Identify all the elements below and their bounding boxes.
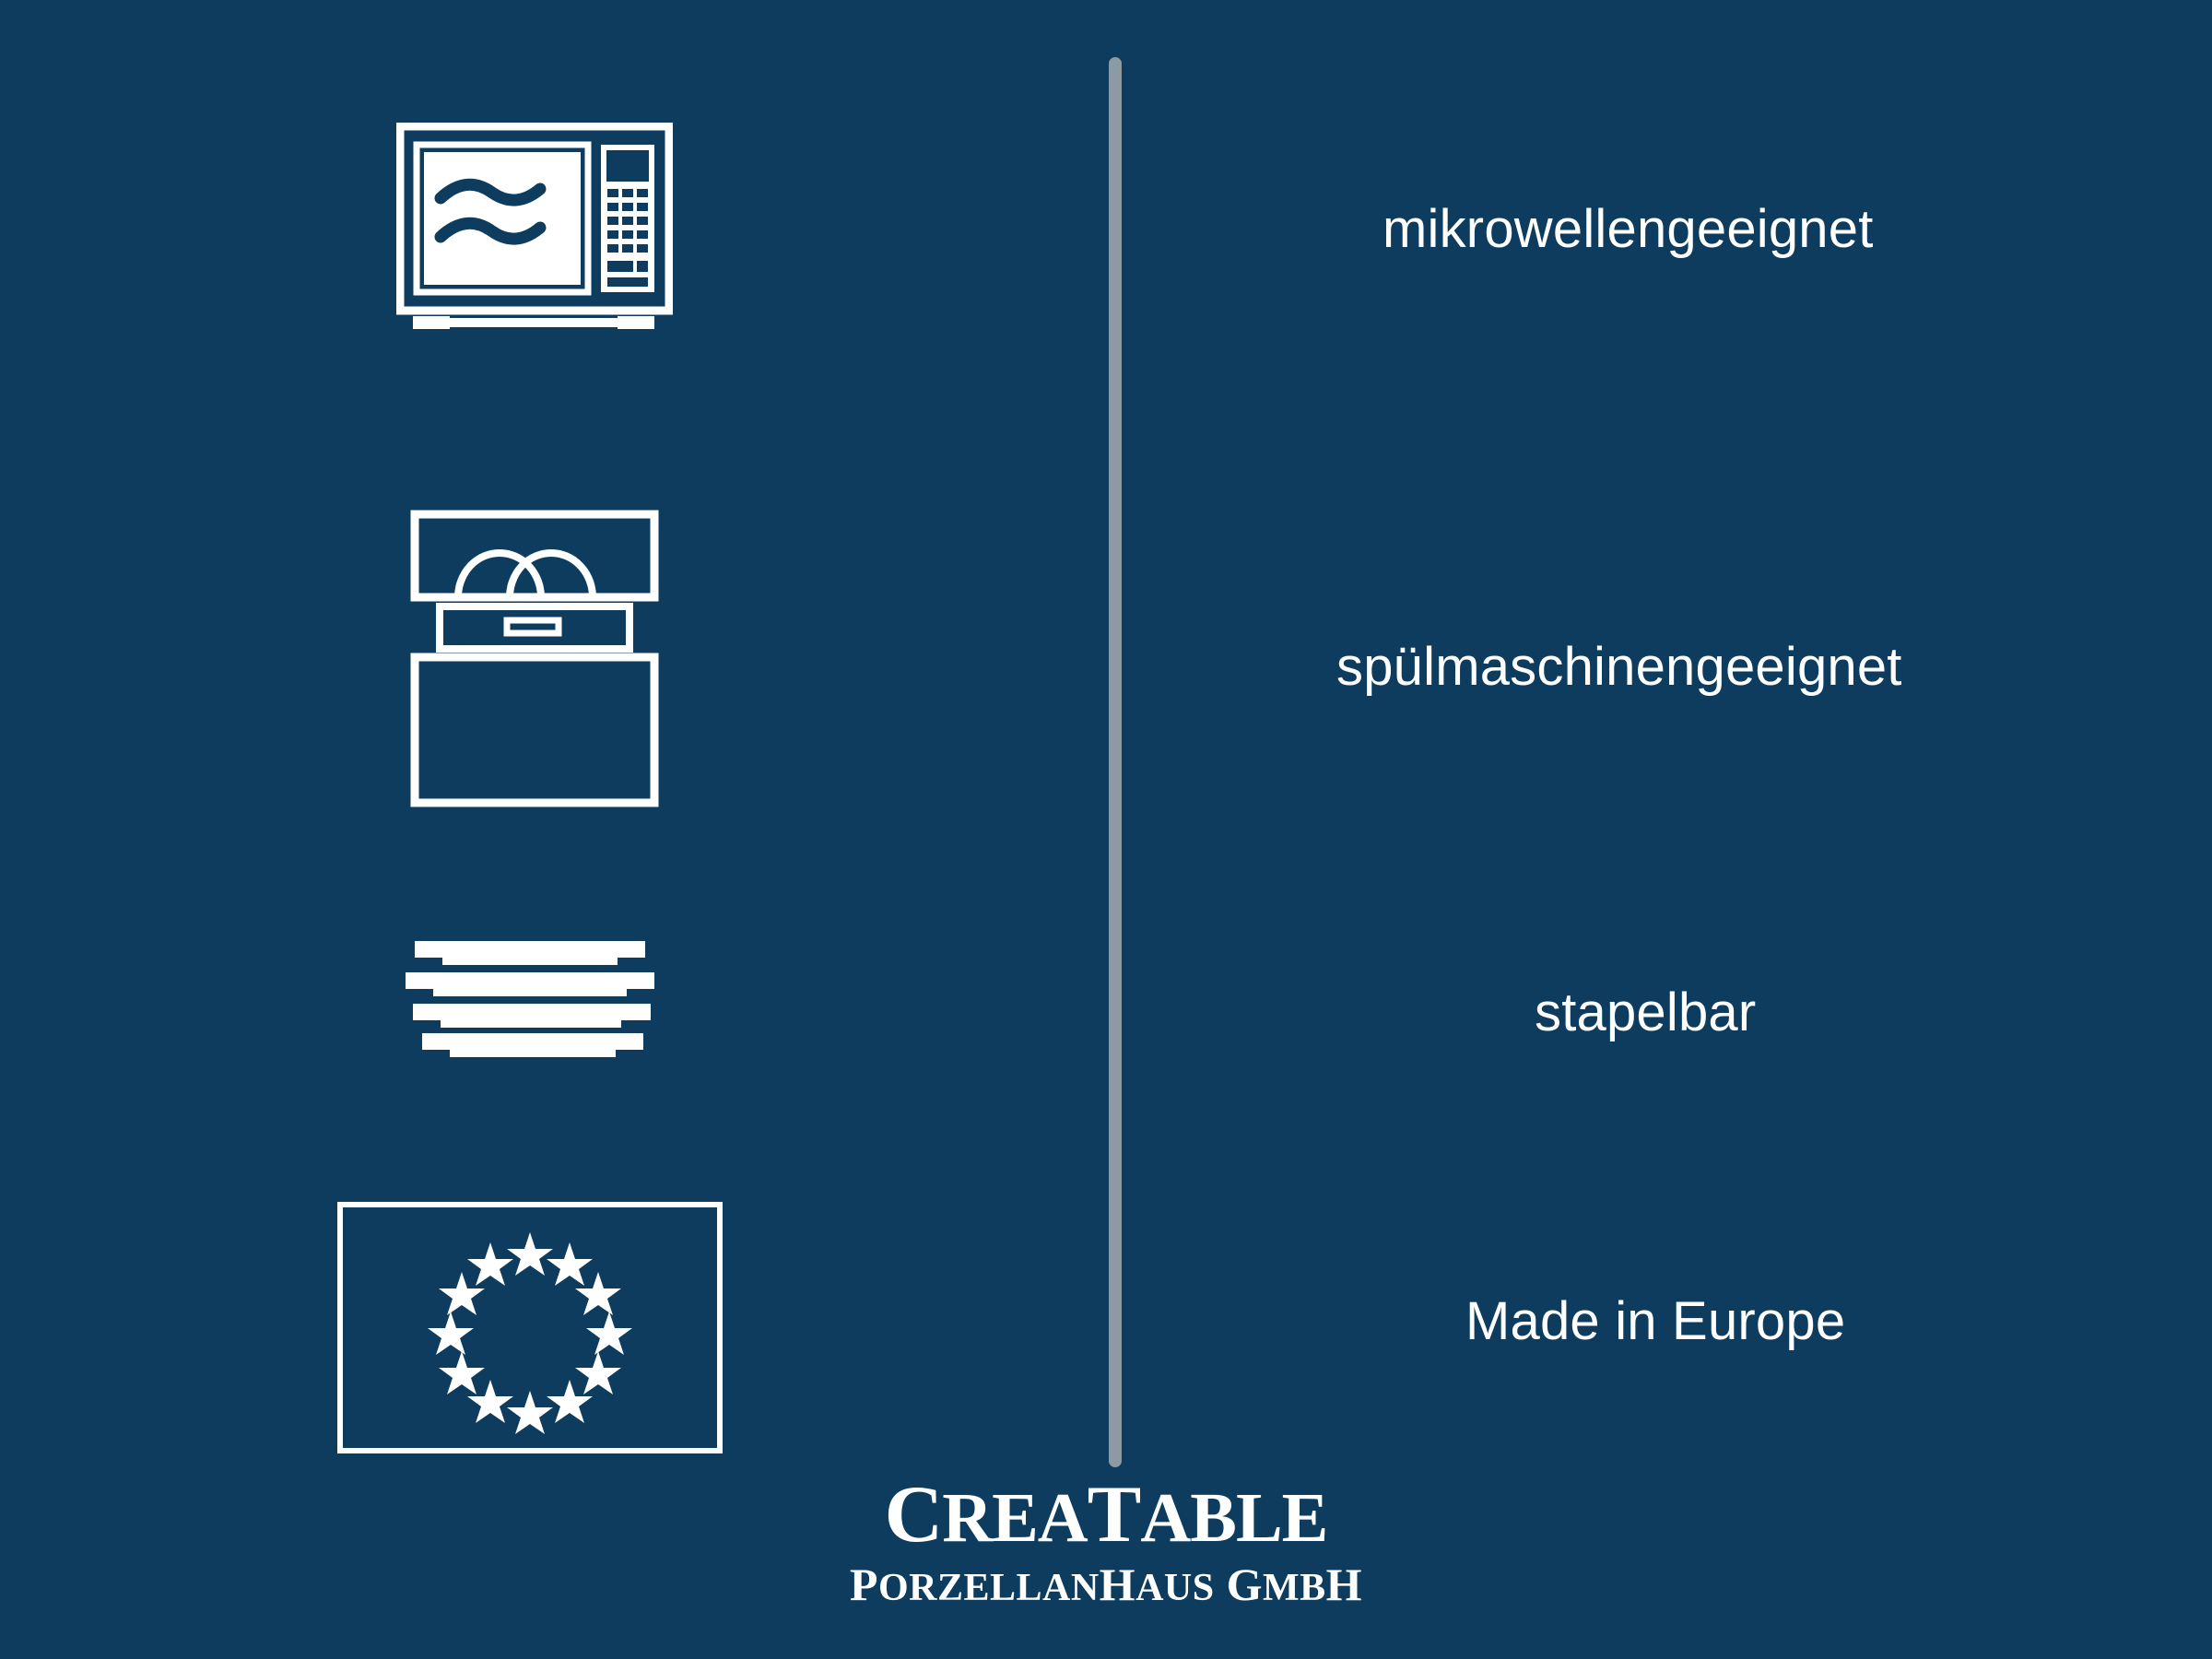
brand-logo-aus: AUS: [1135, 1567, 1215, 1609]
brand-logo: [0, 1470, 2212, 1610]
brand-logo-orzellan: ORZELLAN: [877, 1567, 1100, 1609]
brand-logo-h2: H: [1325, 1559, 1363, 1610]
vertical-divider: [1109, 57, 1122, 1467]
brand-logo-able: ABLE: [1140, 1479, 1328, 1557]
brand-logo-h: H: [1099, 1559, 1136, 1610]
feature-label-stackable: stapelbar: [1535, 982, 1757, 1042]
brand-logo-mb: MB: [1263, 1567, 1326, 1609]
microwave-icon: [387, 120, 682, 341]
feature-label-dishwasher: spülmaschinengeeignet: [1336, 637, 1902, 697]
brand-logo-line1: [0, 1470, 2212, 1559]
feature-label-microwave: mikrowellengeeignet: [1382, 199, 1874, 259]
dishwasher-icon: [396, 507, 673, 811]
brand-logo-c: C: [884, 1470, 943, 1559]
brand-logo-t: T: [1087, 1470, 1141, 1559]
feature-label-made-in-europe: Made in Europe: [1465, 1291, 1846, 1351]
stackable-icon: [396, 931, 673, 1078]
brand-logo-g: G: [1214, 1559, 1264, 1610]
eu-flag-icon: [332, 1198, 728, 1456]
brand-logo-p: P: [849, 1559, 878, 1610]
brand-logo-rea: REA: [942, 1479, 1088, 1557]
brand-logo-line2: [0, 1559, 2212, 1610]
